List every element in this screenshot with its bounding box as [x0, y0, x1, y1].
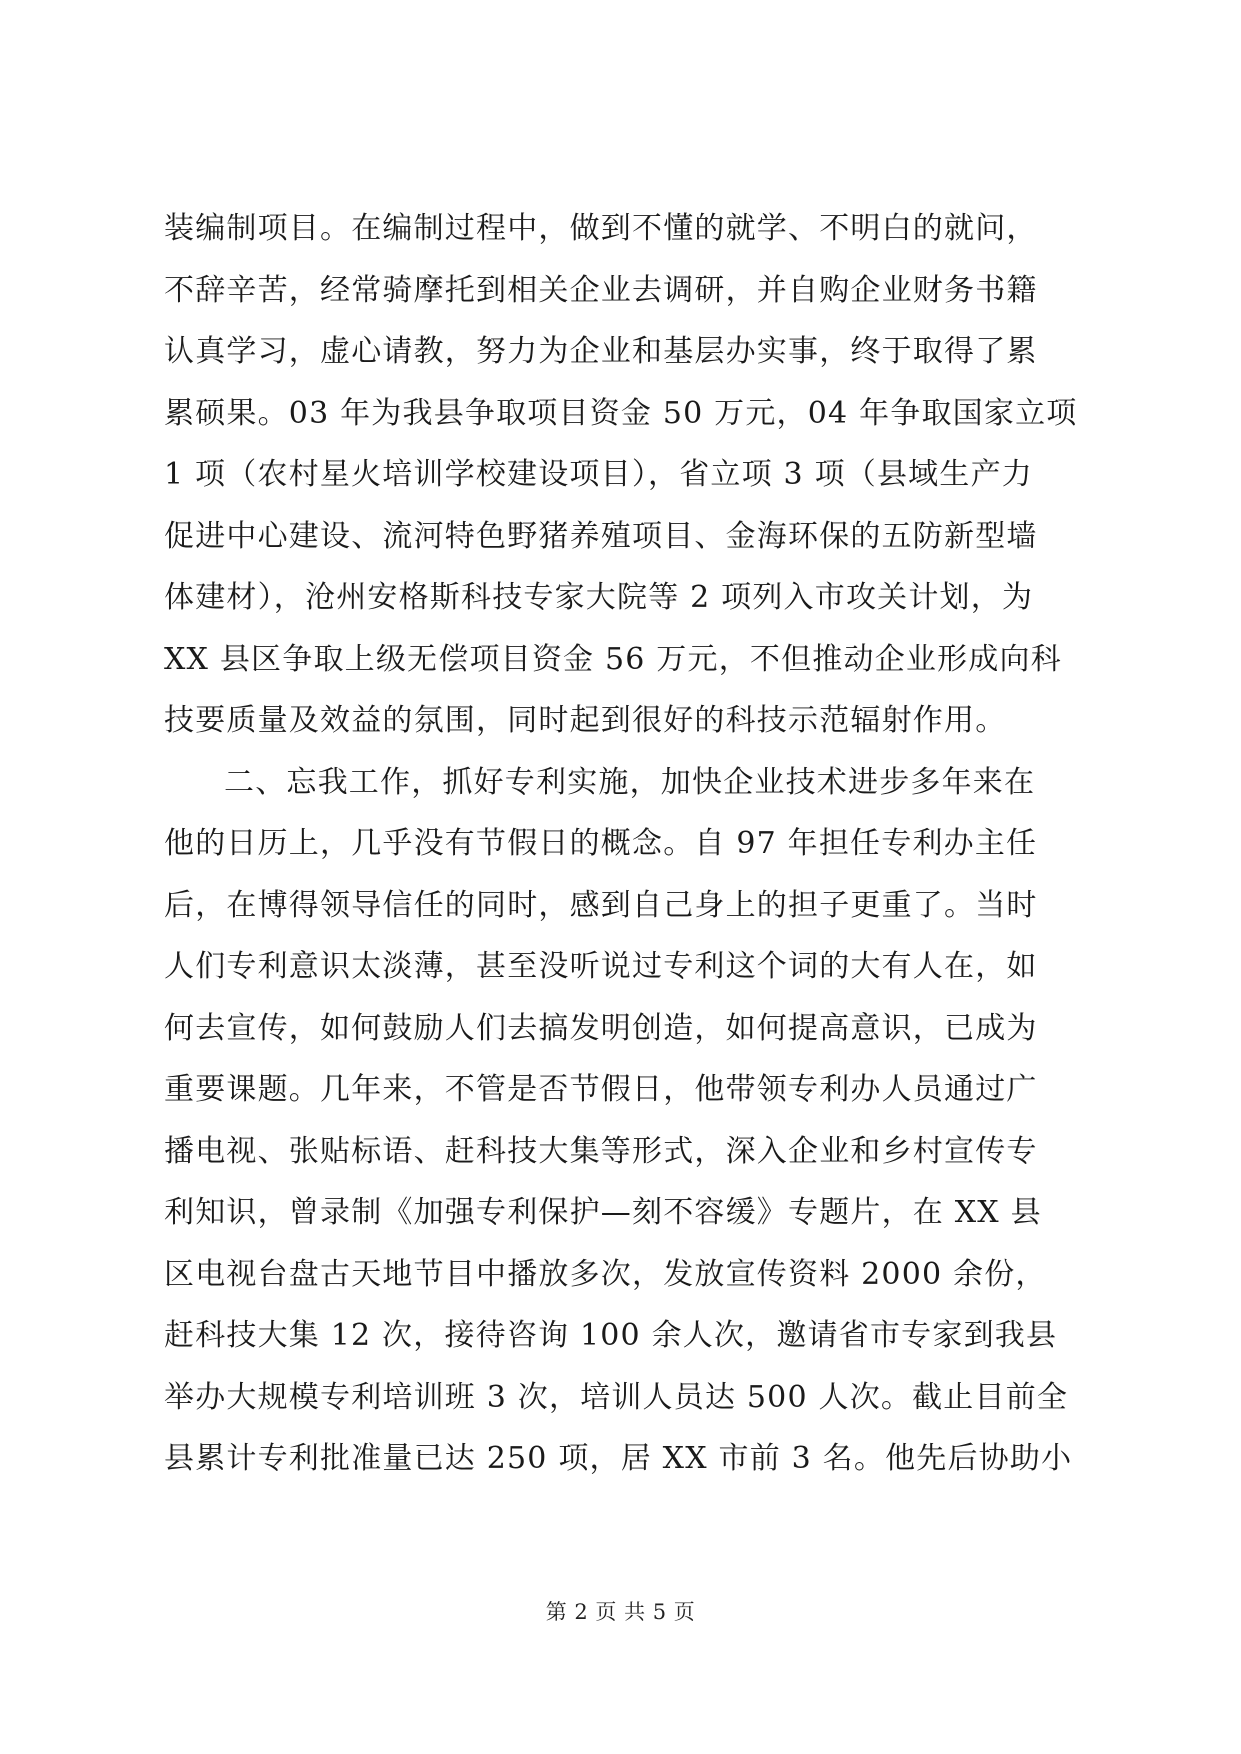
text-line: 县累计专利批准量已达 250 项，居 XX 市前 3 名。他先后协助小: [164, 1441, 1073, 1476]
text-line: 认真学习，虚心请教，努力为企业和基层办实事，终于取得了累: [164, 334, 1038, 369]
text-line: 体建材），沧州安格斯科技专家大院等 2 项列入市攻关计划，为: [164, 580, 1034, 615]
text-line: 重要课题。几年来，不管是否节假日，他带领专利办人员通过广: [164, 1072, 1038, 1107]
text-line: 他的日历上，几乎没有节假日的概念。自 97 年担任专利办主任: [164, 826, 1038, 861]
page-footer: [0, 1598, 1241, 1626]
text-line: 何去宣传，如何鼓励人们去搞发明创造，如何提高意识，已成为: [164, 1010, 1038, 1046]
page-number-label: 第 2 页 共 5 页: [545, 1600, 696, 1624]
text-line: 播电视、张贴标语、赶科技大集等形式，深入企业和乡村宣传专: [164, 1133, 1038, 1169]
text-line: 举办大规模专利培训班 3 次，培训人员达 500 人次。截止目前全: [164, 1379, 1069, 1415]
document-body: [164, 198, 1084, 1490]
text-line: 赶科技大集 12 次，接待咨询 100 余人次，邀请省市专家到我县: [164, 1318, 1058, 1353]
paragraph-heading-line: 二、忘我工作，抓好专利实施，加快企业技术进步多年来在: [224, 764, 1036, 800]
text-line: 人们专利意识太淡薄，甚至没听说过专利这个词的大有人在，如: [164, 949, 1038, 984]
text-line: 技要质量及效益的氛围，同时起到很好的科技示范辐射作用。: [164, 703, 1007, 738]
text-line: 装编制项目。在编制过程中，做到不懂的就学、不明白的就问，: [164, 211, 1038, 246]
text-line: 后，在博得领导信任的同时，感到自己身上的担子更重了。当时: [164, 887, 1038, 923]
text-line: 利知识，曾录制《加强专利保护—刻不容缓》专题片，在 XX 县: [164, 1195, 1042, 1230]
text-line: 累硕果。03 年为我县争取项目资金 50 万元，04 年争取国家立项: [164, 395, 1078, 431]
text-line: 促进中心建设、流河特色野猪养殖项目、金海环保的五防新型墙: [164, 518, 1038, 554]
text-line: 区电视台盘古天地节目中播放多次，发放宣传资料 2000 余份，: [164, 1256, 1047, 1292]
text-line: 1 项（农村星火培训学校建设项目），省立项 3 项（县域生产力: [164, 457, 1033, 492]
text-line: XX 县区争取上级无偿项目资金 56 万元，不但推动企业形成向科: [164, 641, 1062, 677]
text-line: 不辞辛苦，经常骑摩托到相关企业去调研，并自购企业财务书籍: [164, 272, 1038, 308]
